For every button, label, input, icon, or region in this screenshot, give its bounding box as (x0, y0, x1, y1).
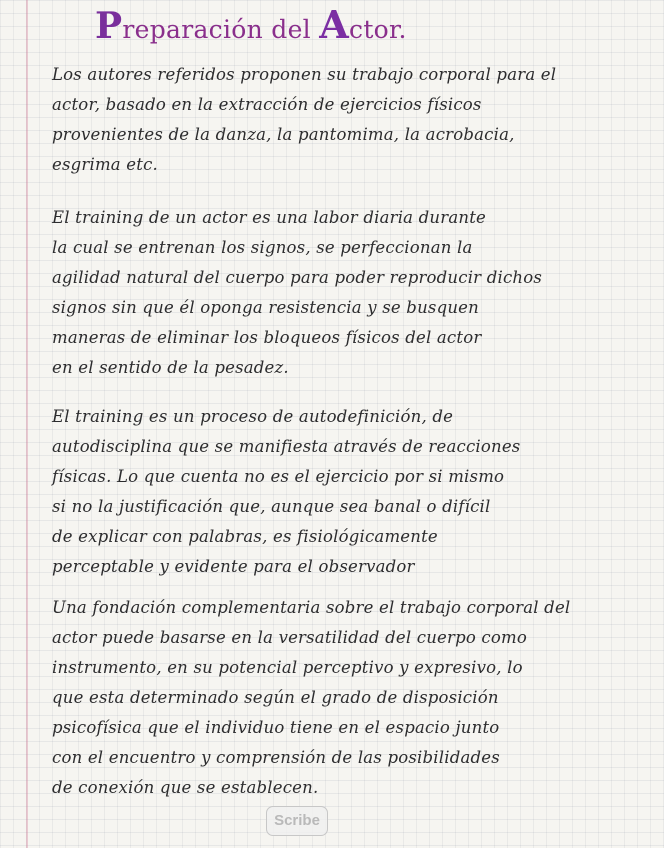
text-line: perceptable y evidente para el observador (52, 557, 415, 576)
text-line: instrumento, en su potencial perceptivo y expresivo, lo (52, 658, 523, 677)
paragraph-1 (52, 60, 622, 180)
text-line: El training de un actor es una labor diaria durante (52, 208, 486, 227)
title-initial-p: P (95, 5, 123, 47)
text-line: El training es un proceso de autodefinición, de (52, 407, 454, 426)
text-line: provenientes de la danza, la pantomima, la acrobacia, (52, 125, 515, 144)
page-title (95, 2, 407, 47)
text-line: de explicar con palabras, es fisiológicamente (52, 527, 438, 546)
scribe-watermark: Scribe (266, 806, 328, 836)
text-line: con el encuentro y comprensión de las posibilidades (52, 748, 500, 767)
paragraph-3 (52, 402, 622, 582)
title-initial-a: A (319, 2, 350, 47)
text-line: actor puede basarse en la versatilidad del cuerpo como (52, 628, 527, 647)
title-part-2: ctor. (349, 15, 407, 44)
text-line: agilidad natural del cuerpo para poder reproducir dichos (52, 268, 543, 287)
text-line: maneras de eliminar los bloqueos físicos del actor (52, 328, 482, 347)
text-line: autodisciplina que se manifiesta através de reacciones (52, 437, 521, 456)
margin-line (26, 0, 28, 848)
text-line: Los autores referidos proponen su trabajo corporal para el (52, 65, 557, 84)
text-line: actor, basado en la extracción de ejercicios físicos (52, 95, 482, 114)
paragraph-2 (52, 203, 622, 383)
text-line: Una fondación complementaria sobre el trabajo corporal del (52, 598, 571, 617)
text-line: la cual se entrenan los signos, se perfeccionan la (52, 238, 473, 257)
text-line: físicas. Lo que cuenta no es el ejercicio por si mismo (52, 467, 505, 486)
text-line: que esta determinado según el grado de disposición (52, 688, 499, 707)
text-line: psicofísica que el individuo tiene en el espacio junto (52, 718, 500, 737)
paragraph-4 (52, 593, 622, 803)
text-line: si no la justificación que, aunque sea banal o difícil (52, 497, 491, 516)
text-line: signos sin que él oponga resistencia y se busquen (52, 298, 479, 317)
text-line: esgrima etc. (52, 155, 158, 174)
text-line: de conexión que se establecen. (52, 778, 319, 797)
title-part-1: reparación del (122, 15, 320, 44)
text-line: en el sentido de la pesadez. (52, 358, 289, 377)
